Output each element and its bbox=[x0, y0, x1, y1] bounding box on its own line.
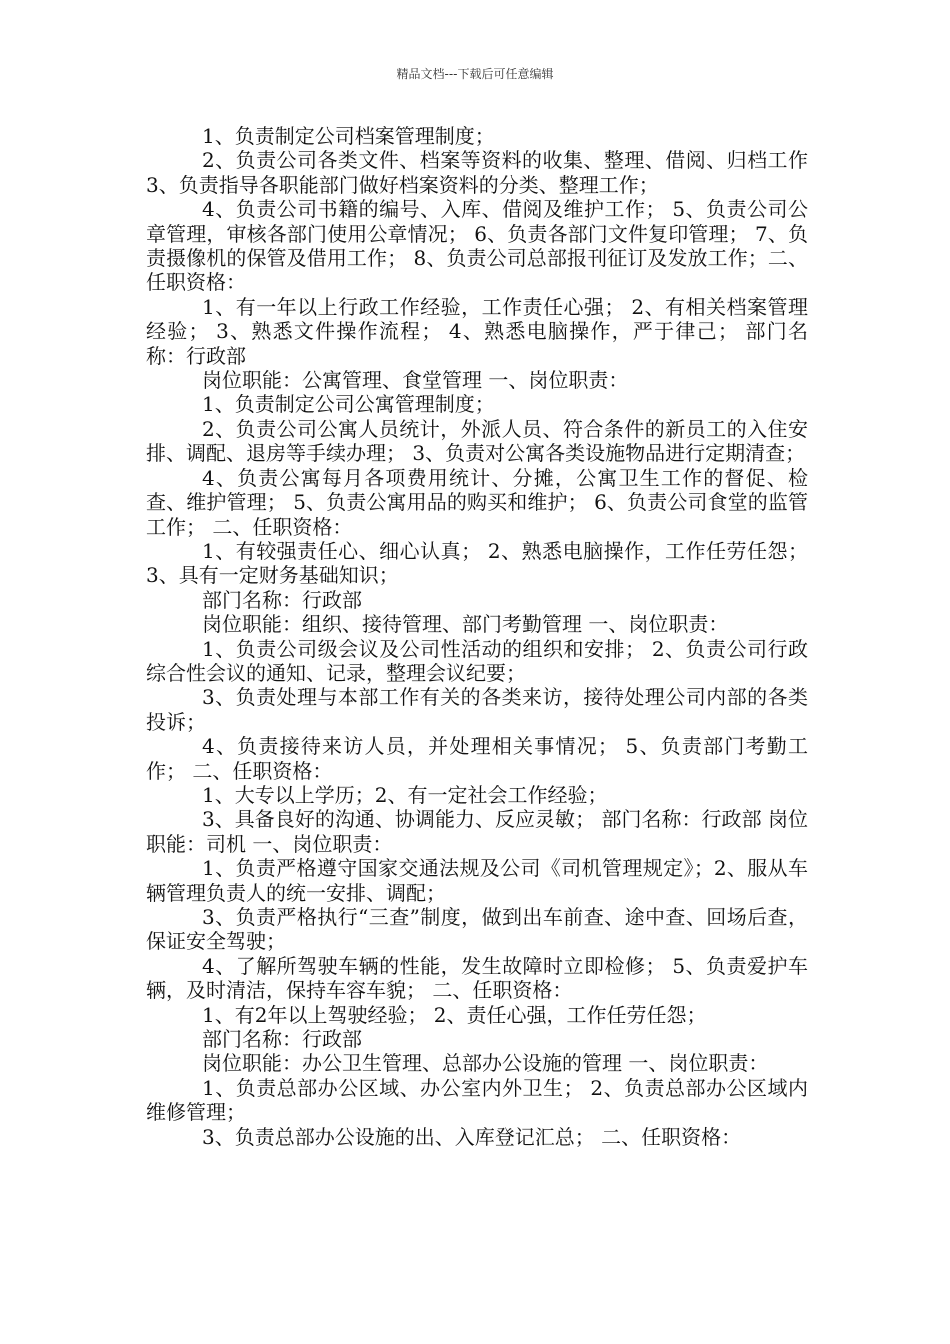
paragraph: 4、负责公寓每月各项费用统计、分摊，公寓卫生工作的督促、检查、维护管理； 5、负责公寓用品的购买和维护； 6、负责公司食堂的监管工作； 二、任职资格： bbox=[146, 465, 808, 539]
paragraph: 1、负责公司级会议及公司性活动的组织和安排； 2、负责公司行政综合性会议的通知、记录，整理会议纪要； bbox=[146, 636, 808, 685]
paragraph: 部门名称：行政部 bbox=[202, 587, 362, 612]
paragraph: 3、负责处理与本部工作有关的各类来访，接待处理公司内部的各类投诉； bbox=[146, 685, 808, 734]
paragraph: 2、负责公司公寓人员统计，外派人员、符合条件的新员工的入住安排、调配、退房等手续办理； 3、负责对公寓各类设施物品进行定期清查； bbox=[146, 416, 808, 466]
paragraph: 1、有2年以上驾驶经验； 2、责任心强，工作任劳任怨； bbox=[202, 1002, 707, 1027]
paragraph: 岗位职能：组织、接待管理、部门考勤管理 一、岗位职责： bbox=[202, 612, 729, 637]
paragraph: 2、负责公司各类文件、档案等资料的收集、整理、借阅、归档工作 3、负责指导各职能部门做好档案资料的分类、整理工作； bbox=[146, 148, 808, 197]
paragraph: 1、负责严格遵守国家交通法规及公司《司机管理规定》；2、服从车辆管理负责人的统一安排、调配； bbox=[146, 856, 808, 905]
paragraph: 3、负责严格执行“三查”制度，做到出车前查、途中查、回场后查，保证安全驾驶； bbox=[146, 905, 808, 954]
paragraph: 部门名称：行政部 bbox=[202, 1027, 362, 1052]
paragraph: 1、负责制定公司公寓管理制度； bbox=[202, 392, 495, 417]
paragraph: 岗位职能：公寓管理、食堂管理 一、岗位职责： bbox=[202, 368, 629, 393]
page-header: 精品文档---下载后可任意编辑 bbox=[396, 67, 554, 81]
paragraph: 1、有较强责任心、细心认真； 2、熟悉电脑操作，工作任劳任怨； 3、具有一定财务基础知识； bbox=[146, 538, 808, 588]
paragraph: 1、负责制定公司档案管理制度； bbox=[202, 124, 495, 148]
paragraph: 4、负责接待来访人员，并处理相关事情况； 5、负责部门考勤工作； 二、任职资格： bbox=[146, 734, 808, 783]
paragraph: 3、负责总部办公设施的出、入库登记汇总； 二、任职资格： bbox=[202, 1124, 742, 1149]
paragraph: 1、大专以上学历；2、有一定社会工作经验； bbox=[202, 782, 608, 807]
paragraph: 3、具备良好的沟通、协调能力、反应灵敏； 部门名称：行政部 岗位职能：司机 一、岗位职责： bbox=[146, 807, 808, 856]
document-body bbox=[146, 124, 808, 1149]
paragraph: 1、有一年以上行政工作经验，工作责任心强； 2、有相关档案管理经验； 3、熟悉文件操作流程； 4、熟悉电脑操作，严于律己； 部门名称：行政部 bbox=[146, 294, 808, 368]
paragraph: 4、负责公司书籍的编号、入库、借阅及维护工作； 5、负责公司公章管理，审核各部门使用公章情况； 6、负责各部门文件复印管理； 7、负责摄像机的保管及借用工作； 8、负责公司总部报刊征订及发放工作；二、任职资格： bbox=[146, 197, 808, 295]
paragraph: 1、负责总部办公区域、办公室内外卫生； 2、负责总部办公区域内维修管理； bbox=[146, 1075, 808, 1125]
paragraph: 4、了解所驾驶车辆的性能，发生故障时立即检修； 5、负责爱护车辆，及时清洁，保持车容车貌； 二、任职资格： bbox=[146, 953, 808, 1003]
paragraph: 岗位职能：办公卫生管理、总部办公设施的管理 一、岗位职责： bbox=[202, 1051, 769, 1076]
